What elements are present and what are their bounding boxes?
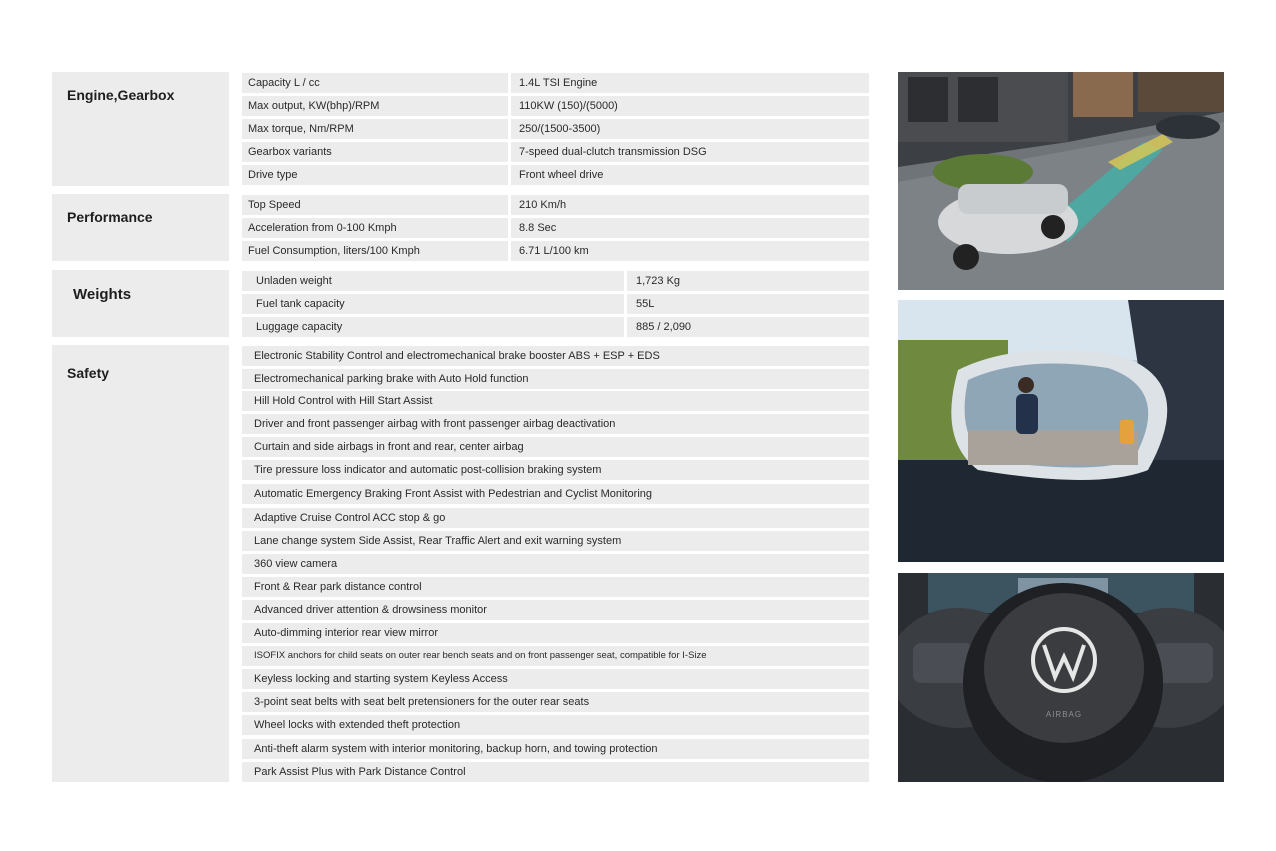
list-item	[242, 437, 869, 457]
feature-text: Electronic Stability Control and electromechanical brake booster ABS + ESP + EDS	[254, 350, 660, 362]
airbag-label: AIRBAG	[1045, 710, 1083, 719]
section-safety	[52, 345, 229, 782]
feature-text: Curtain and side airbags in front and rear, center airbag	[254, 441, 524, 453]
table-row	[242, 195, 869, 215]
feature-text: Park Assist Plus with Park Distance Control	[254, 766, 466, 778]
feature-text: ISOFIX anchors for child seats on outer rear bench seats and on front passenger seat, compatible for I-Size	[254, 650, 707, 661]
feature-text: 3-point seat belts with seat belt pretensioners for the outer rear seats	[254, 696, 590, 708]
list-item	[242, 577, 869, 597]
spec-name: Fuel Consumption, liters/100 Kmph	[248, 245, 420, 257]
list-item	[242, 739, 869, 759]
list-item	[242, 669, 869, 689]
feature-text: Advanced driver attention & drowsiness monitor	[254, 604, 487, 616]
feature-text: Auto-dimming interior rear view mirror	[254, 627, 438, 639]
spec-name: Gearbox variants	[248, 146, 332, 158]
spec-name: Top Speed	[248, 199, 301, 211]
spec-value: 210 Km/h	[519, 199, 567, 211]
spec-value: 1.4L TSI Engine	[519, 77, 598, 89]
spec-value: 8.8 Sec	[519, 222, 557, 234]
section-title: Engine,Gearbox	[67, 87, 175, 103]
section-title: Weights	[73, 286, 132, 303]
list-item	[242, 600, 869, 620]
spec-name: Acceleration from 0-100 Kmph	[248, 222, 397, 234]
spec-name: Max output, KW(bhp)/RPM	[248, 100, 380, 112]
table-row	[242, 96, 869, 116]
spec-value: 250/(1500-3500)	[519, 123, 601, 135]
spec-name: Unladen weight	[256, 275, 332, 287]
list-item	[242, 531, 869, 551]
spec-value: 6.71 L/100 km	[519, 245, 589, 257]
table-row	[242, 241, 869, 261]
spec-name: Drive type	[248, 169, 298, 181]
table-row	[242, 73, 869, 93]
list-item	[242, 508, 869, 528]
feature-text: Wheel locks with extended theft protection	[254, 719, 461, 731]
list-item	[242, 715, 869, 735]
list-item	[242, 554, 869, 574]
list-item	[242, 346, 869, 366]
feature-text: Anti-theft alarm system with interior monitoring, backup horn, and towing protection	[254, 743, 658, 755]
feature-text: Hill Hold Control with Hill Start Assist	[254, 395, 433, 407]
list-item	[242, 762, 869, 782]
list-item	[242, 460, 869, 480]
section-performance	[52, 194, 229, 261]
table-row	[242, 165, 869, 185]
feature-text: Automatic Emergency Braking Front Assist with Pedestrian and Cyclist Monitoring	[254, 488, 652, 500]
feature-text: Tire pressure loss indicator and automatic post-collision braking system	[254, 464, 602, 476]
table-row	[242, 119, 869, 139]
list-item	[242, 391, 869, 411]
list-item	[242, 484, 869, 504]
table-row	[242, 218, 869, 238]
feature-text: Adaptive Cruise Control ACC stop & go	[254, 512, 446, 524]
spec-value: 7-speed dual-clutch transmission DSG	[519, 146, 707, 158]
section-title: Performance	[67, 209, 153, 225]
spec-name: Fuel tank capacity	[256, 298, 345, 310]
spec-value: 1,723 Kg	[636, 275, 681, 287]
list-item	[242, 646, 869, 666]
spec-name: Capacity L / cc	[248, 77, 320, 89]
table-row	[242, 271, 869, 291]
spec-value: 885 / 2,090	[636, 321, 692, 333]
list-item	[242, 414, 869, 434]
list-item	[242, 369, 869, 389]
section-weights	[52, 270, 229, 337]
steering-wheel-photo	[898, 573, 1224, 782]
side-mirror-photo	[898, 300, 1224, 562]
feature-text: Driver and front passenger airbag with front passenger airbag deactivation	[254, 418, 616, 430]
feature-text: Front & Rear park distance control	[254, 581, 422, 593]
section-engine-gearbox	[52, 72, 229, 186]
car-parking-photo	[898, 72, 1224, 290]
list-item	[242, 692, 869, 712]
list-item	[242, 623, 869, 643]
spec-value: 110KW (150)/(5000)	[519, 100, 618, 112]
section-title: Safety	[67, 365, 110, 381]
table-row	[242, 142, 869, 162]
feature-text: Keyless locking and starting system Keyless Access	[254, 673, 508, 685]
feature-text: Electromechanical parking brake with Auto Hold function	[254, 373, 529, 385]
spec-value: Front wheel drive	[519, 169, 604, 181]
spec-name: Luggage capacity	[256, 321, 343, 333]
spec-name: Max torque, Nm/RPM	[248, 123, 354, 135]
table-row	[242, 294, 869, 314]
table-row	[242, 317, 869, 337]
feature-text: 360 view camera	[254, 558, 338, 570]
spec-value: 55L	[636, 298, 655, 310]
feature-text: Lane change system Side Assist, Rear Traffic Alert and exit warning system	[254, 535, 622, 547]
